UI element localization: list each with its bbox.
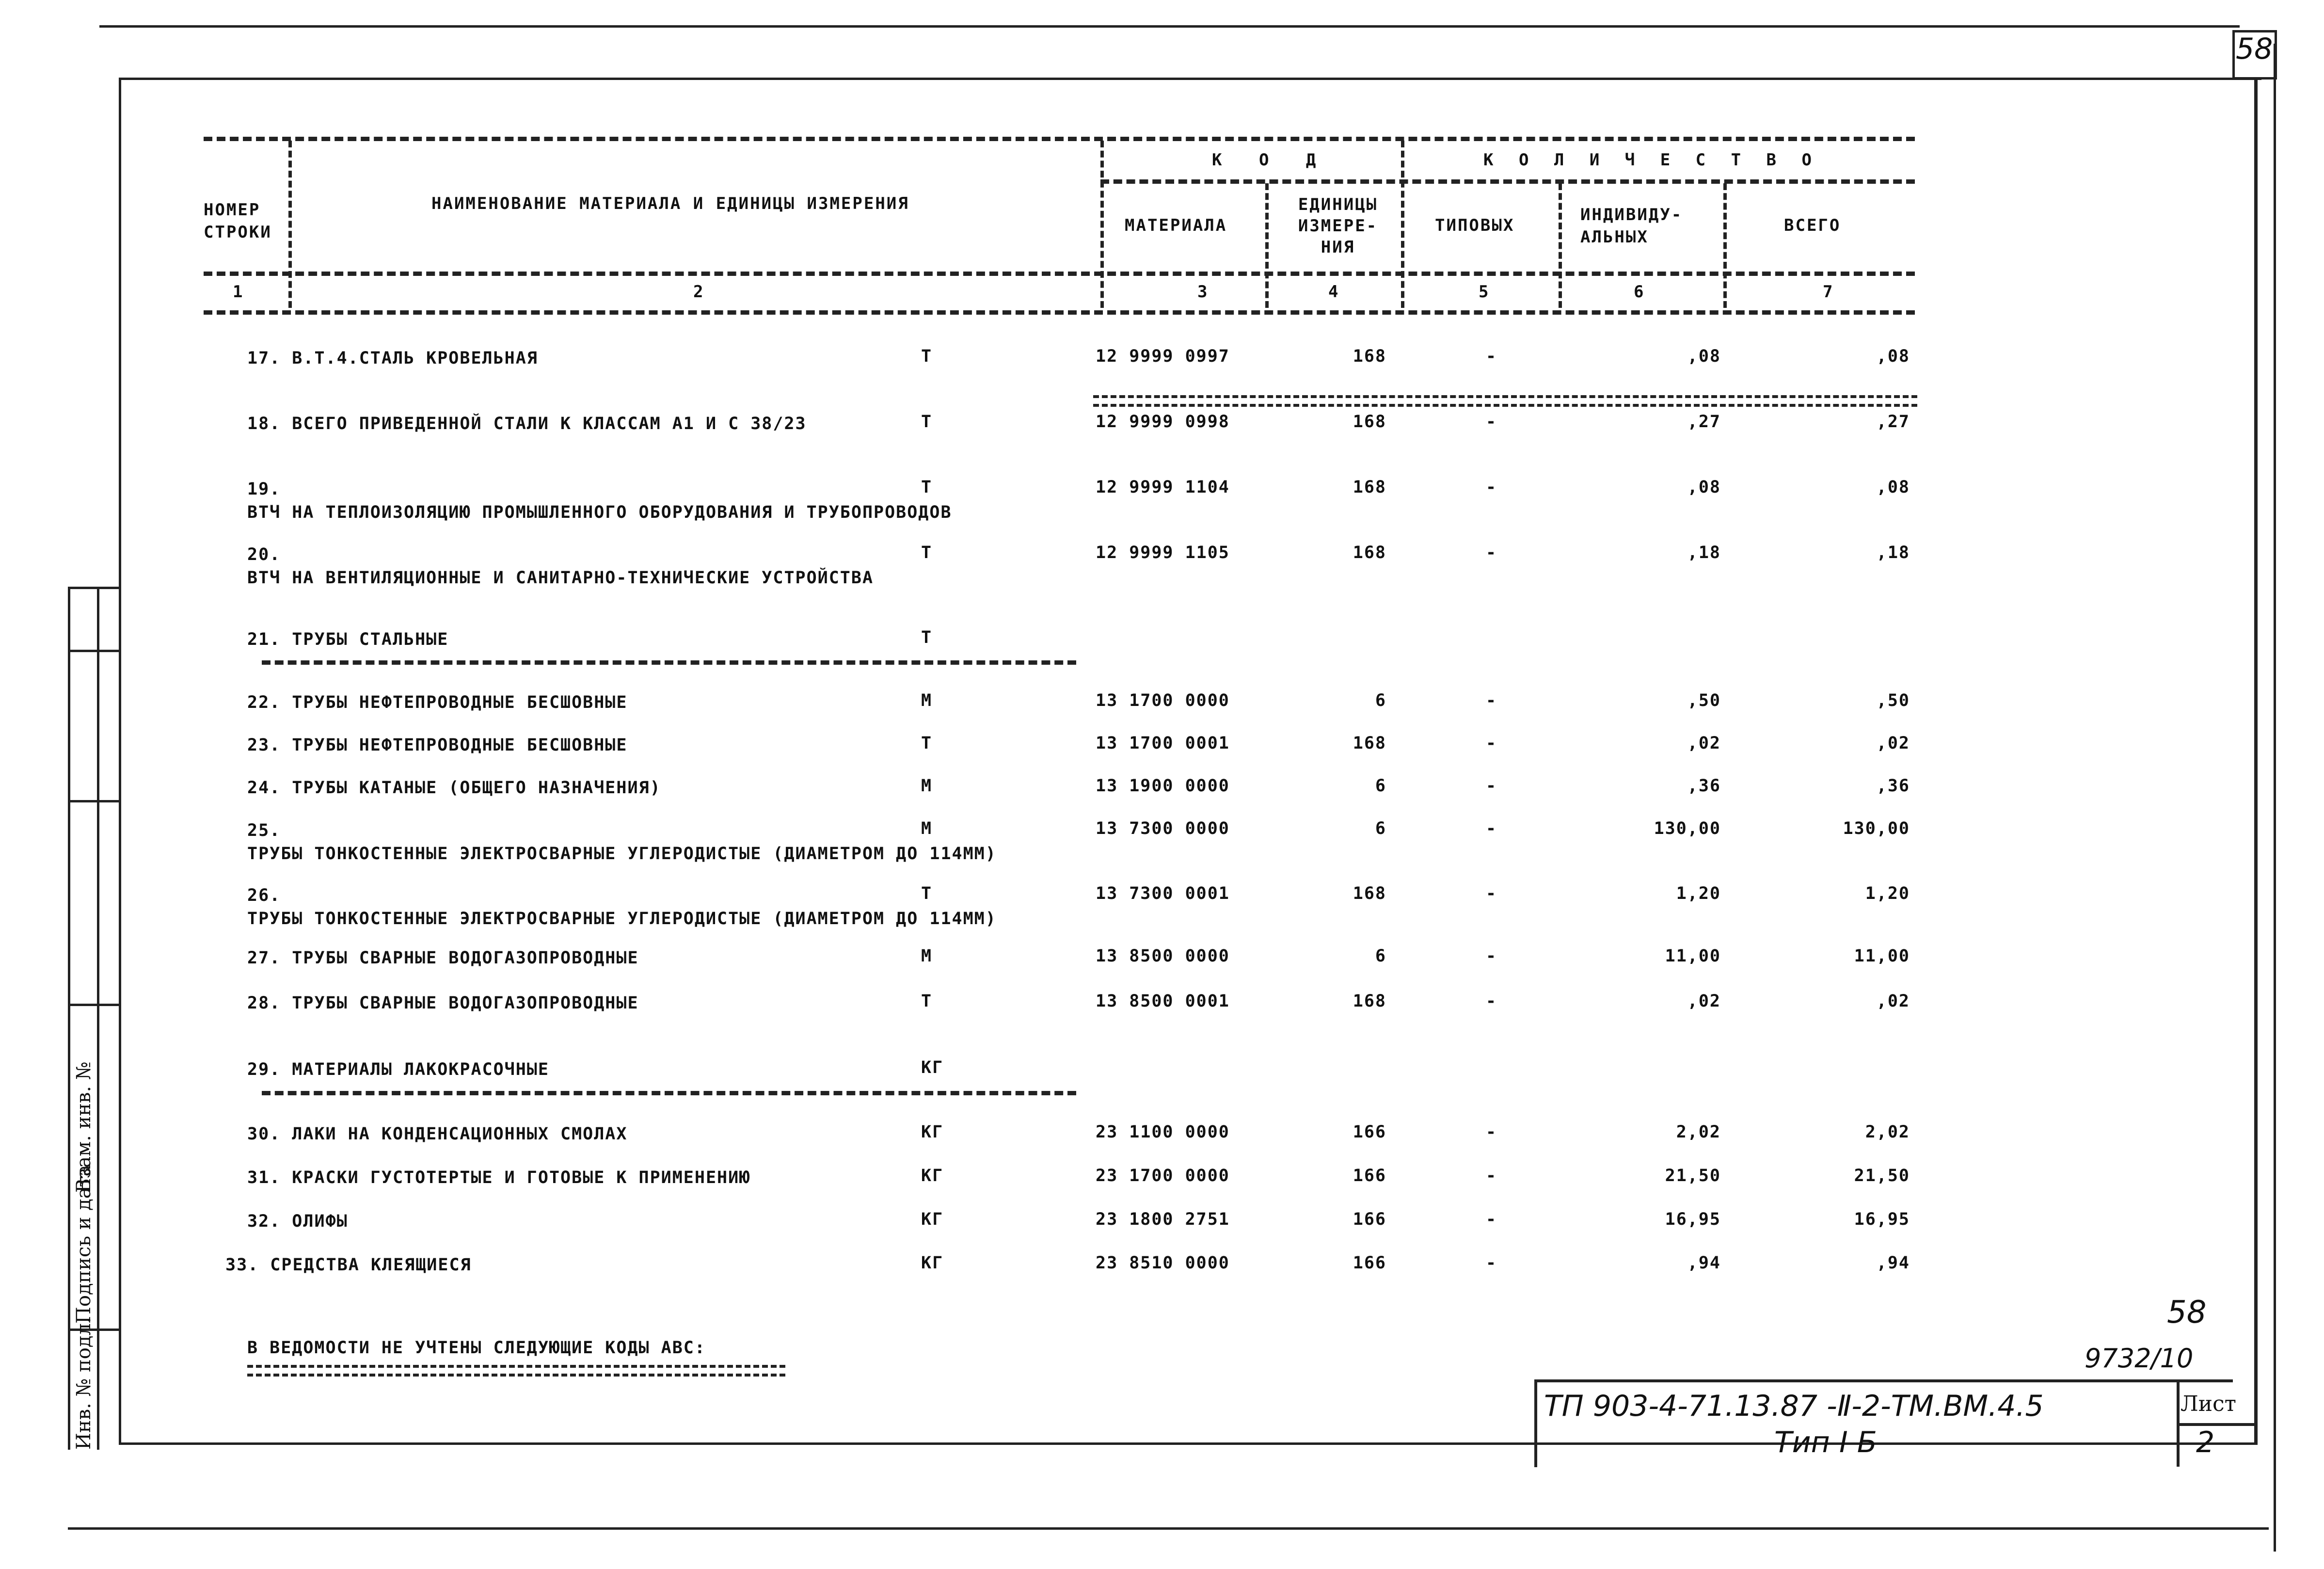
stamp-type: Тип Ⅰ Б <box>1774 1425 1877 1459</box>
header-code-group: К О Д <box>1212 150 1330 170</box>
header-name: НАИМЕНОВАНИЕ МАТЕРИАЛА И ЕДИНИЦЫ ИЗМЕРЕНИЯ <box>431 194 909 213</box>
double-separator <box>1093 395 1917 407</box>
row-typical: - <box>1486 1166 1497 1185</box>
row-name: 32. ОЛИФЫ <box>247 1212 348 1231</box>
row-individual: 11,00 <box>1665 946 1721 966</box>
row-code: 23 1100 0000 <box>1096 1122 1230 1142</box>
row-unit: КГ <box>921 1166 944 1185</box>
header-typical: ТИПОВЫХ <box>1435 216 1515 235</box>
row-name: 30. ЛАКИ НА КОНДЕНСАЦИОННЫХ СМОЛАХ <box>247 1124 628 1144</box>
row-code: 13 8500 0000 <box>1096 946 1230 966</box>
row-total: 21,50 <box>1854 1166 1910 1185</box>
row-total: 130,00 <box>1843 819 1910 838</box>
row-code: 12 9999 1104 <box>1096 478 1230 497</box>
header-individual: ИНДИВИДУ-АЛЬНЫХ <box>1580 205 1683 247</box>
row-total: ,08 <box>1876 478 1910 497</box>
group-underline <box>262 660 1076 665</box>
row-typical: - <box>1486 543 1497 562</box>
side-label-inv: Инв. № подл. <box>73 1317 95 1450</box>
row-unit: Т <box>921 347 933 366</box>
row-name: 24. ТРУБЫ КАТАНЫЕ (ОБЩЕГО НАЗНАЧЕНИЯ) <box>247 778 661 798</box>
row-unit: КГ <box>921 1210 944 1229</box>
row-name: 28. ТРУБЫ СВАРНЫЕ ВОДОГАЗОПРОВОДНЫЕ <box>247 993 639 1013</box>
row-total: ,08 <box>1876 347 1910 366</box>
row-code: 23 8510 0000 <box>1096 1253 1230 1273</box>
row-total: ,94 <box>1876 1253 1910 1273</box>
row-total: 1,20 <box>1865 884 1910 903</box>
col-number-4: 4 <box>1328 282 1340 302</box>
group-underline <box>262 1091 1076 1095</box>
row-typical: - <box>1486 992 1497 1011</box>
row-measure: 6 <box>1375 776 1386 796</box>
row-name: 25. ТРУБЫ ТОНКОСТЕННЫЕ ЭЛЕКТРОСВАРНЫЕ УГЛЕРОДИСТЫЕ (ДИАМЕТРОМ ДО 114ММ) <box>247 821 997 864</box>
row-typical: - <box>1486 1253 1497 1273</box>
header-total: ВСЕГО <box>1784 216 1841 235</box>
row-unit: М <box>921 819 933 838</box>
row-individual: 2,02 <box>1676 1122 1721 1142</box>
row-individual: ,08 <box>1687 478 1721 497</box>
row-measure: 166 <box>1353 1210 1386 1229</box>
row-total: 2,02 <box>1865 1122 1910 1142</box>
row-measure: 166 <box>1353 1166 1386 1185</box>
row-total: 16,95 <box>1854 1210 1910 1229</box>
row-total: ,27 <box>1876 412 1910 432</box>
col-number-6: 6 <box>1634 282 1645 302</box>
row-measure: 168 <box>1353 412 1386 432</box>
header-quantity-group: К О Л И Ч Е С Т В О <box>1483 150 1819 170</box>
row-code: 12 9999 0997 <box>1096 347 1230 366</box>
row-typical: - <box>1486 884 1497 903</box>
row-name: 33. СРЕДСТВА КЛЕЯЩИЕСЯ <box>225 1255 472 1275</box>
side-label-replace: Взам. инв. № <box>73 1061 95 1193</box>
row-individual: ,27 <box>1687 412 1721 432</box>
row-total: ,02 <box>1876 992 1910 1011</box>
footer-note-underline <box>247 1365 785 1377</box>
row-measure: 168 <box>1353 992 1386 1011</box>
row-code: 13 1700 0001 <box>1096 734 1230 753</box>
row-total: ,36 <box>1876 776 1910 796</box>
footer-note: В ВЕДОМОСТИ НЕ УЧТЕНЫ СЛЕДУЮЩИЕ КОДЫ АВС: <box>247 1338 706 1358</box>
row-unit: Т <box>921 884 933 903</box>
side-label-sign: Подпись и дата <box>73 1165 95 1324</box>
row-typical: - <box>1486 734 1497 753</box>
col-number-7: 7 <box>1823 282 1834 302</box>
row-individual: ,36 <box>1687 776 1721 796</box>
row-unit: Т <box>921 992 933 1011</box>
row-individual: 130,00 <box>1654 819 1721 838</box>
row-measure: 168 <box>1353 543 1386 562</box>
row-name: 29. МАТЕРИАЛЫ ЛАКОКРАСОЧНЫЕ <box>247 1060 549 1079</box>
row-unit: Т <box>921 628 933 647</box>
row-typical: - <box>1486 946 1497 966</box>
row-code: 13 8500 0001 <box>1096 992 1230 1011</box>
row-name: 26. ТРУБЫ ТОНКОСТЕННЫЕ ЭЛЕКТРОСВАРНЫЕ УГЛЕРОДИСТЫЕ (ДИАМЕТРОМ ДО 114ММ) <box>247 886 997 929</box>
handwritten-code: 9732/10 <box>2085 1343 2194 1374</box>
row-name: 21. ТРУБЫ СТАЛЬНЫЕ <box>247 630 449 649</box>
row-code: 12 9999 1105 <box>1096 543 1230 562</box>
row-individual: ,08 <box>1687 347 1721 366</box>
row-measure: 168 <box>1353 884 1386 903</box>
row-total: 11,00 <box>1854 946 1910 966</box>
row-total: ,50 <box>1876 691 1910 710</box>
row-unit: Т <box>921 543 933 562</box>
row-name: 31. КРАСКИ ГУСТОТЕРТЫЕ И ГОТОВЫЕ К ПРИМЕНЕНИЮ <box>247 1168 751 1187</box>
stamp-sheet-number: 2 <box>2196 1425 2215 1459</box>
row-typical: - <box>1486 347 1497 366</box>
row-measure: 168 <box>1353 347 1386 366</box>
row-individual: ,94 <box>1687 1253 1721 1273</box>
row-measure: 6 <box>1375 819 1386 838</box>
row-typical: - <box>1486 776 1497 796</box>
row-individual: 16,95 <box>1665 1210 1721 1229</box>
row-code: 13 1700 0000 <box>1096 691 1230 710</box>
row-individual: 1,20 <box>1676 884 1721 903</box>
col-number-5: 5 <box>1479 282 1490 302</box>
row-individual: ,02 <box>1687 992 1721 1011</box>
header-row-number: НОМЕР СТРОКИ <box>204 200 272 242</box>
row-unit: Т <box>921 412 933 432</box>
row-measure: 168 <box>1353 478 1386 497</box>
row-measure: 166 <box>1353 1122 1386 1142</box>
col-number-1: 1 <box>233 282 244 302</box>
row-unit: КГ <box>921 1122 944 1142</box>
row-name: 17. В.Т.4.СТАЛЬ КРОВЕЛЬНАЯ <box>247 349 538 368</box>
row-total: ,18 <box>1876 543 1910 562</box>
row-typical: - <box>1486 819 1497 838</box>
row-typical: - <box>1486 1210 1497 1229</box>
corner-sheet-number: 58 <box>2236 32 2273 66</box>
row-code: 12 9999 0998 <box>1096 412 1230 432</box>
row-name: 18. ВСЕГО ПРИВЕДЕННОЙ СТАЛИ К КЛАССАМ А1 И С 38/23 <box>247 414 807 433</box>
row-typical: - <box>1486 1122 1497 1142</box>
row-unit: КГ <box>921 1253 944 1273</box>
row-measure: 168 <box>1353 734 1386 753</box>
row-unit: М <box>921 776 933 796</box>
row-name: 19. ВТЧ НА ТЕПЛОИЗОЛЯЦИЮ ПРОМЫШЛЕННОГО ОБОРУДОВАНИЯ И ТРУБОПРОВОДОВ <box>247 480 952 522</box>
row-unit: М <box>921 946 933 966</box>
row-code: 13 7300 0000 <box>1096 819 1230 838</box>
row-code: 13 1900 0000 <box>1096 776 1230 796</box>
row-unit: М <box>921 691 933 710</box>
row-code: 23 1700 0000 <box>1096 1166 1230 1185</box>
header-unit-code: ЕДИНИЦЫ ИЗМЕРЕ-НИЯ <box>1298 195 1378 257</box>
row-name: 22. ТРУБЫ НЕФТЕПРОВОДНЫЕ БЕСШОВНЫЕ <box>247 693 628 712</box>
row-unit: Т <box>921 734 933 753</box>
row-total: ,02 <box>1876 734 1910 753</box>
row-unit: КГ <box>921 1058 944 1077</box>
row-individual: ,18 <box>1687 543 1721 562</box>
row-individual: ,02 <box>1687 734 1721 753</box>
row-measure: 6 <box>1375 691 1386 710</box>
header-material-code: МАТЕРИАЛА <box>1125 216 1227 235</box>
row-typical: - <box>1486 691 1497 710</box>
col-number-3: 3 <box>1197 282 1209 302</box>
row-measure: 166 <box>1353 1253 1386 1273</box>
row-name: 23. ТРУБЫ НЕФТЕПРОВОДНЫЕ БЕСШОВНЫЕ <box>247 736 628 755</box>
stamp-designation: ТП 903-4-71.13.87 -Ⅱ-2-ТМ.ВМ.4.5 <box>1544 1389 2044 1423</box>
row-individual: ,50 <box>1687 691 1721 710</box>
row-unit: Т <box>921 478 933 497</box>
row-typical: - <box>1486 412 1497 432</box>
col-number-2: 2 <box>693 282 705 302</box>
handwritten-page: 58 <box>2167 1295 2207 1330</box>
row-code: 13 7300 0001 <box>1096 884 1230 903</box>
row-individual: 21,50 <box>1665 1166 1721 1185</box>
row-typical: - <box>1486 478 1497 497</box>
row-measure: 6 <box>1375 946 1386 966</box>
row-name: 27. ТРУБЫ СВАРНЫЕ ВОДОГАЗОПРОВОДНЫЕ <box>247 948 639 968</box>
row-code: 23 1800 2751 <box>1096 1210 1230 1229</box>
row-name: 20. ВТЧ НА ВЕНТИЛЯЦИОННЫЕ И САНИТАРНО-ТЕХНИЧЕСКИЕ УСТРОЙСТВА <box>247 545 874 588</box>
stamp-sheet-label: Лист <box>2181 1392 2237 1416</box>
